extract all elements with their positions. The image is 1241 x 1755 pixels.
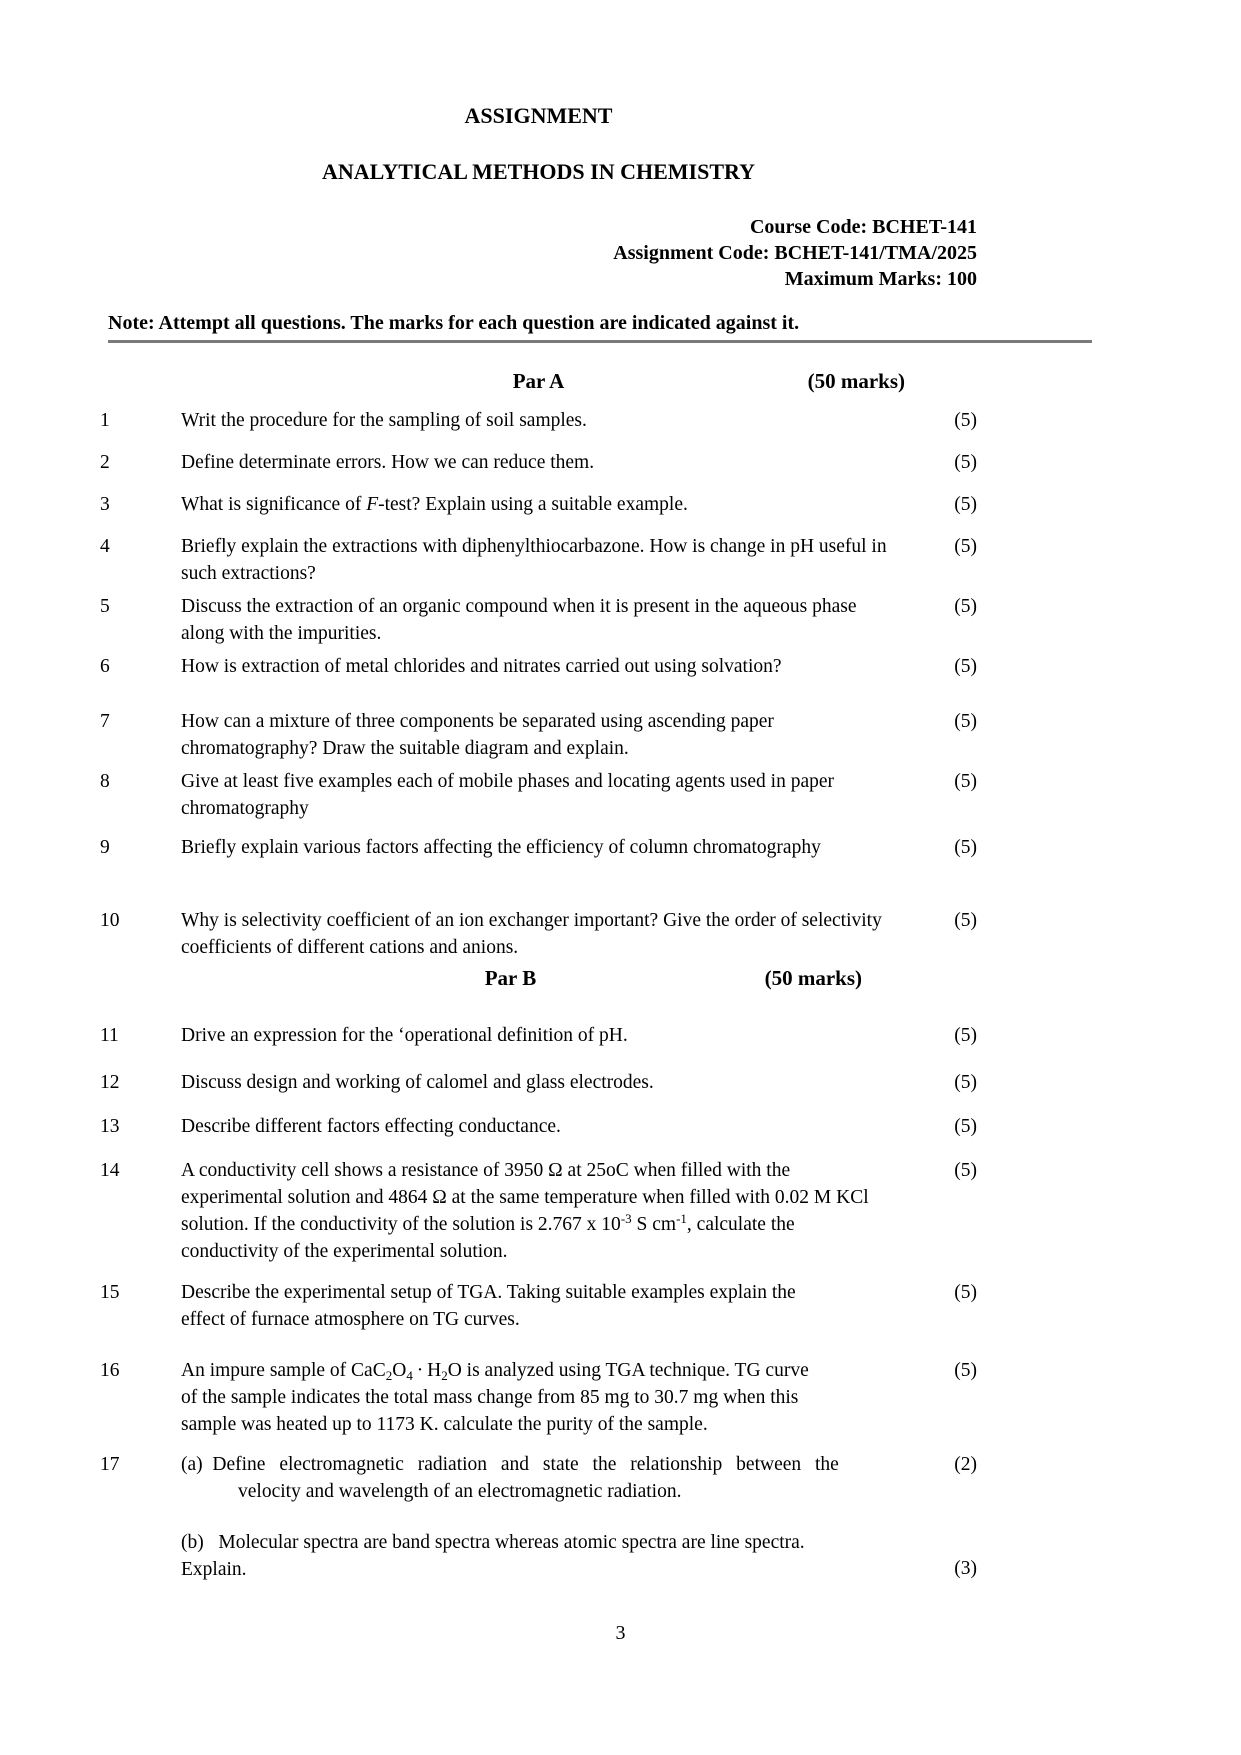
- question-row-3: [100, 491, 977, 518]
- question-number: 3: [100, 494, 110, 515]
- question-number: 10: [100, 910, 120, 931]
- question-row-9: [100, 834, 977, 861]
- question-marks: (5): [954, 1116, 977, 1137]
- question-text: (b) Molecular spectra are band spectra whereas atomic spectra are line spectra. Explain.: [181, 1532, 805, 1580]
- question-text: Drive an expression for the ‘operational definition of pH.: [181, 1025, 628, 1046]
- header-codes: [100, 214, 977, 292]
- course-code: Course Code: BCHET-141: [749, 216, 977, 238]
- question-number: 14: [100, 1160, 120, 1181]
- question-number: 12: [100, 1072, 120, 1093]
- question-text: Briefly explain the extractions with diphenylthiocarbazone. How is change in pH useful in such extractions?: [181, 536, 887, 584]
- question-row-17b: [100, 1529, 977, 1583]
- question-text: Describe different factors effecting conductance.: [181, 1116, 561, 1137]
- question-marks: (5): [954, 410, 977, 431]
- question-marks: (5): [954, 1282, 977, 1303]
- part-a-title: Par A: [512, 369, 565, 393]
- question-number: 13: [100, 1116, 120, 1137]
- note-line: Note: Attempt all questions. The marks for each question are indicated against it.: [108, 310, 1092, 343]
- question-row-13: [100, 1113, 977, 1140]
- page-number: 3: [615, 1622, 626, 1644]
- question-number: 17: [100, 1454, 120, 1475]
- page-title: ASSIGNMENT: [464, 103, 613, 128]
- question-text: An impure sample of $CaC_2O_4 \cdot H_2O$ is analyzed using TGA technique. TG curve of the sample indicates the total mass change from 85 mg to 30.7 mg when this sample was heated up to 1173 K. calculate the purity of the sample.: [181, 1360, 809, 1435]
- question-number: 9: [100, 837, 110, 858]
- question-text: Describe the experimental setup of TGA. Taking suitable examples explain the effect of furnace atmosphere on TG curves.: [181, 1282, 796, 1330]
- question-row-2: [100, 449, 977, 476]
- question-marks: (5): [954, 452, 977, 473]
- part-b-header: [100, 965, 977, 992]
- questions-area: [100, 368, 977, 1583]
- part-a-marks: (50 marks): [807, 369, 905, 393]
- question-number: 5: [100, 596, 110, 617]
- question-row-7: [100, 708, 977, 762]
- question-number: 4: [100, 536, 110, 557]
- question-marks: (3): [954, 1558, 977, 1579]
- question-marks: (2): [954, 1454, 977, 1475]
- question-marks: (5): [954, 837, 977, 858]
- question-text: Writ the procedure for the sampling of soil samples.: [181, 410, 587, 431]
- question-row-17a: [100, 1451, 977, 1505]
- part-b-title: Par B: [484, 966, 537, 990]
- question-marks: (5): [954, 771, 977, 792]
- question-text: (a) Define electromagnetic radiation and state the relationship between the velocity and wavelength of an electromagnetic radiation.: [181, 1454, 839, 1502]
- question-marks: (5): [954, 1025, 977, 1046]
- question-text: What is significance of F-test? Explain using a suitable example.: [181, 494, 688, 515]
- question-marks: (5): [954, 596, 977, 617]
- part-a-header: [100, 368, 977, 395]
- question-row-5: [100, 593, 977, 647]
- question-text: Give at least five examples each of mobile phases and locating agents used in paper chromatography: [181, 771, 835, 819]
- question-marks: (5): [954, 656, 977, 677]
- page-subtitle: ANALYTICAL METHODS IN CHEMISTRY: [322, 159, 755, 184]
- question-row-4: [100, 533, 977, 587]
- part-b-marks: (50 marks): [764, 966, 862, 990]
- question-marks: (5): [954, 910, 977, 931]
- question-row-11: [100, 1022, 977, 1049]
- question-row-1: [100, 407, 977, 434]
- question-marks: (5): [954, 1072, 977, 1093]
- question-text: How can a mixture of three components be separated using ascending paper chromatography? Draw the suitable diagram and explain.: [181, 711, 774, 759]
- question-text: Discuss the extraction of an organic compound when it is present in the aqueous phase along with the impurities.: [181, 596, 857, 644]
- question-text: Why is selectivity coefficient of an ion exchanger important? Give the order of selectivity coefficients of different cations and anions.: [181, 910, 882, 958]
- question-marks: (5): [954, 711, 977, 732]
- question-row-14: [100, 1157, 977, 1265]
- question-row-10: [100, 907, 977, 961]
- question-row-12: [100, 1069, 977, 1096]
- question-marks: (5): [954, 536, 977, 557]
- question-number: 8: [100, 771, 110, 792]
- question-row-16: [100, 1357, 977, 1438]
- question-marks: (5): [954, 1360, 977, 1381]
- question-row-15: [100, 1279, 977, 1333]
- question-marks: (5): [954, 494, 977, 515]
- maximum-marks: Maximum Marks: 100: [784, 268, 977, 290]
- question-text: A conductivity cell shows a resistance of 3950 Ω at 25oC when filled with the experimental solution and 4864 Ω at the same temperature when filled with 0.02 M KCl solution. If the conductivity of the solution is 2.767 x $10^{-3}$ S $cm^{-1}$, calculate the conductivity of the experimental solution.: [181, 1160, 869, 1262]
- question-number: 2: [100, 452, 110, 473]
- question-marks: (5): [954, 1160, 977, 1181]
- question-row-8: [100, 768, 977, 822]
- question-text: How is extraction of metal chlorides and nitrates carried out using solvation?: [181, 656, 782, 677]
- question-number: 15: [100, 1282, 120, 1303]
- question-number: 11: [100, 1025, 119, 1046]
- question-row-6: [100, 653, 977, 680]
- question-text: Discuss design and working of calomel and glass electrodes.: [181, 1072, 654, 1093]
- question-number: 6: [100, 656, 110, 677]
- assignment-code: Assignment Code: BCHET-141/TMA/2025: [613, 242, 977, 264]
- question-number: 1: [100, 410, 110, 431]
- question-text: Define determinate errors. How we can reduce them.: [181, 452, 595, 473]
- question-text: Briefly explain various factors affecting the efficiency of column chromatography: [181, 837, 821, 858]
- question-number: 16: [100, 1360, 120, 1381]
- question-number: 7: [100, 711, 110, 732]
